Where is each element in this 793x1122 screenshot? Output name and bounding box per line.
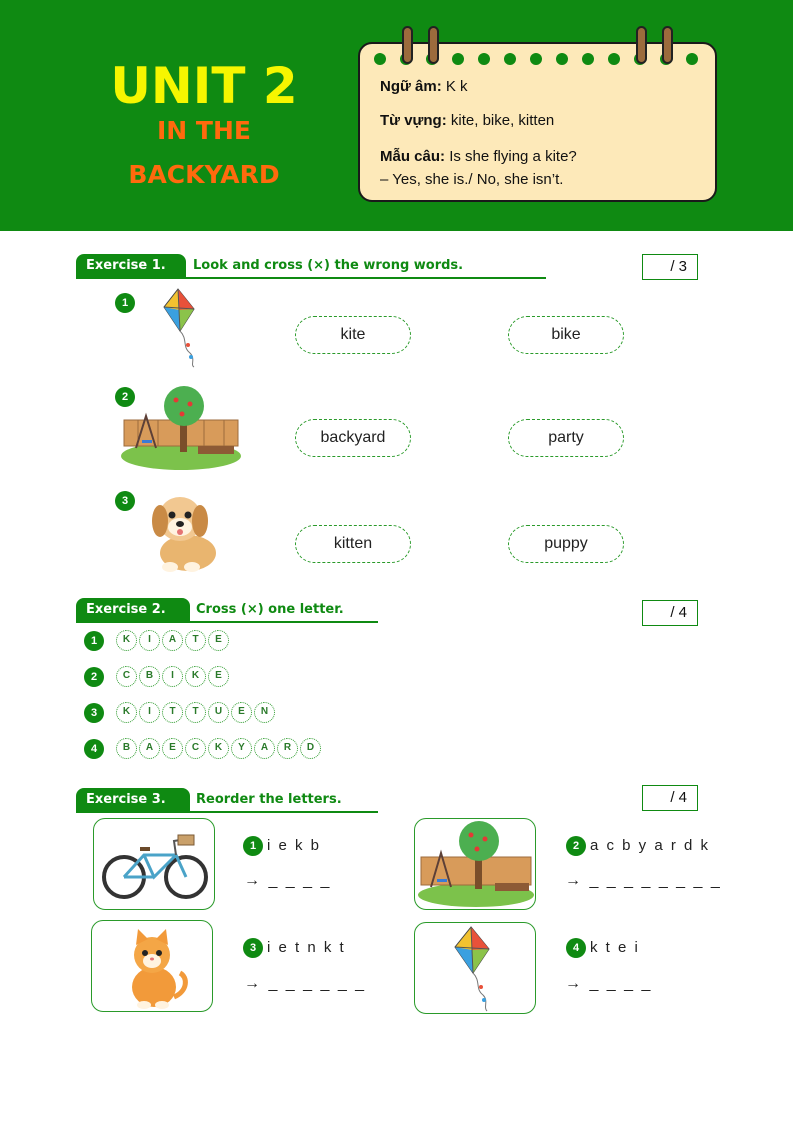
scrambled-letters: i e t n k t xyxy=(267,939,346,956)
scrambled-letters: k t e i xyxy=(590,939,640,956)
scrambled-letters: i e k b xyxy=(267,837,322,854)
letter-circle[interactable]: K xyxy=(185,666,206,687)
note-hole xyxy=(452,53,464,65)
note-hole xyxy=(556,53,568,65)
letter-circle[interactable]: C xyxy=(185,738,206,759)
answer-blank[interactable]: → _ _ _ _ _ _ xyxy=(244,975,367,992)
bike-picture xyxy=(94,819,215,910)
picture-box xyxy=(93,818,215,910)
letter-circle[interactable]: E xyxy=(231,702,252,723)
letter-row-3 xyxy=(116,702,275,723)
letter-circle[interactable]: A xyxy=(254,738,275,759)
item-number: 1 xyxy=(115,293,135,313)
note-hole xyxy=(374,53,386,65)
letter-circle[interactable]: E xyxy=(208,666,229,687)
item-number: 1 xyxy=(243,836,263,856)
answer-blank[interactable]: → _ _ _ _ xyxy=(244,872,332,889)
exercise-3-score: / 4 xyxy=(642,785,698,811)
sentence-pattern-line: Mẫu câu: Is she flying a kite? xyxy=(380,148,577,165)
letter-circle[interactable]: N xyxy=(254,702,275,723)
scrambled-letters: a c b y a r d k xyxy=(590,837,711,854)
row-number: 4 xyxy=(84,739,104,759)
note-hole xyxy=(608,53,620,65)
letter-circle[interactable]: R xyxy=(277,738,298,759)
item-number: 2 xyxy=(115,387,135,407)
exercise-2-instruction: Cross (×) one letter. xyxy=(196,602,344,617)
backyard-picture xyxy=(118,386,244,472)
letter-circle[interactable]: K xyxy=(208,738,229,759)
exercise-1-tag: Exercise 1. xyxy=(76,254,186,278)
item-number: 3 xyxy=(115,491,135,511)
kitten-picture xyxy=(92,921,213,1012)
answer-blank[interactable]: → _ _ _ _ xyxy=(565,975,653,992)
word-option-kitten[interactable]: kitten xyxy=(295,525,411,563)
exercise-1-score: / 3 xyxy=(642,254,698,280)
letter-circle[interactable]: K xyxy=(116,702,137,723)
sentence-pattern-answer: – Yes, she is./ No, she isn’t. xyxy=(380,171,564,188)
letter-circle[interactable]: Y xyxy=(231,738,252,759)
note-hole xyxy=(504,53,516,65)
letter-circle[interactable]: T xyxy=(185,630,206,651)
letter-circle[interactable]: C xyxy=(116,666,137,687)
puppy-picture xyxy=(144,487,224,575)
picture-box xyxy=(91,920,213,1012)
word-option-bike[interactable]: bike xyxy=(508,316,624,354)
picture-box xyxy=(414,922,536,1014)
backyard-picture xyxy=(415,819,536,910)
phonics-line: Ngữ âm: K k xyxy=(380,78,468,95)
letter-circle[interactable]: E xyxy=(162,738,183,759)
letter-circle[interactable]: B xyxy=(139,666,160,687)
unit-title: UNIT 2 xyxy=(110,57,298,115)
binder-ring xyxy=(636,26,647,64)
letter-row-2 xyxy=(116,666,229,687)
letter-circle[interactable]: K xyxy=(116,630,137,651)
word-option-puppy[interactable]: puppy xyxy=(508,525,624,563)
answer-blank[interactable]: → _ _ _ _ _ _ _ _ xyxy=(565,872,722,889)
binder-ring xyxy=(402,26,413,64)
letter-circle[interactable]: I xyxy=(139,630,160,651)
binder-ring xyxy=(428,26,439,64)
unit-subtitle-line2: BACKYARD xyxy=(128,160,280,189)
kite-picture xyxy=(415,923,536,1014)
letter-circle[interactable]: A xyxy=(139,738,160,759)
header-banner xyxy=(0,0,793,231)
exercise-2-tag: Exercise 2. xyxy=(76,598,190,622)
letter-row-1 xyxy=(116,630,229,651)
picture-box xyxy=(414,818,536,910)
letter-circle[interactable]: T xyxy=(162,702,183,723)
letter-circle[interactable]: D xyxy=(300,738,321,759)
row-number: 1 xyxy=(84,631,104,651)
exercise-1-instruction: Look and cross (×) the wrong words. xyxy=(193,258,464,273)
row-number: 2 xyxy=(84,667,104,687)
lesson-note-card xyxy=(358,42,717,202)
letter-circle[interactable]: T xyxy=(185,702,206,723)
unit-subtitle-line1: IN THE xyxy=(157,116,251,145)
letter-circle[interactable]: E xyxy=(208,630,229,651)
letter-row-4 xyxy=(116,738,321,759)
word-option-party[interactable]: party xyxy=(508,419,624,457)
row-number: 3 xyxy=(84,703,104,723)
exercise-3-instruction: Reorder the letters. xyxy=(196,792,342,807)
kite-picture xyxy=(160,287,200,369)
letter-circle[interactable]: I xyxy=(162,666,183,687)
note-hole xyxy=(478,53,490,65)
exercise-3-tag: Exercise 3. xyxy=(76,788,190,812)
letter-circle[interactable]: A xyxy=(162,630,183,651)
exercise-2-score: / 4 xyxy=(642,600,698,626)
binder-ring xyxy=(662,26,673,64)
note-hole xyxy=(530,53,542,65)
item-number: 2 xyxy=(566,836,586,856)
word-option-kite[interactable]: kite xyxy=(295,316,411,354)
letter-circle[interactable]: B xyxy=(116,738,137,759)
note-hole xyxy=(582,53,594,65)
vocabulary-line: Từ vựng: kite, bike, kitten xyxy=(380,112,555,129)
letter-circle[interactable]: I xyxy=(139,702,160,723)
item-number: 4 xyxy=(566,938,586,958)
word-option-backyard[interactable]: backyard xyxy=(295,419,411,457)
note-hole xyxy=(686,53,698,65)
letter-circle[interactable]: U xyxy=(208,702,229,723)
item-number: 3 xyxy=(243,938,263,958)
